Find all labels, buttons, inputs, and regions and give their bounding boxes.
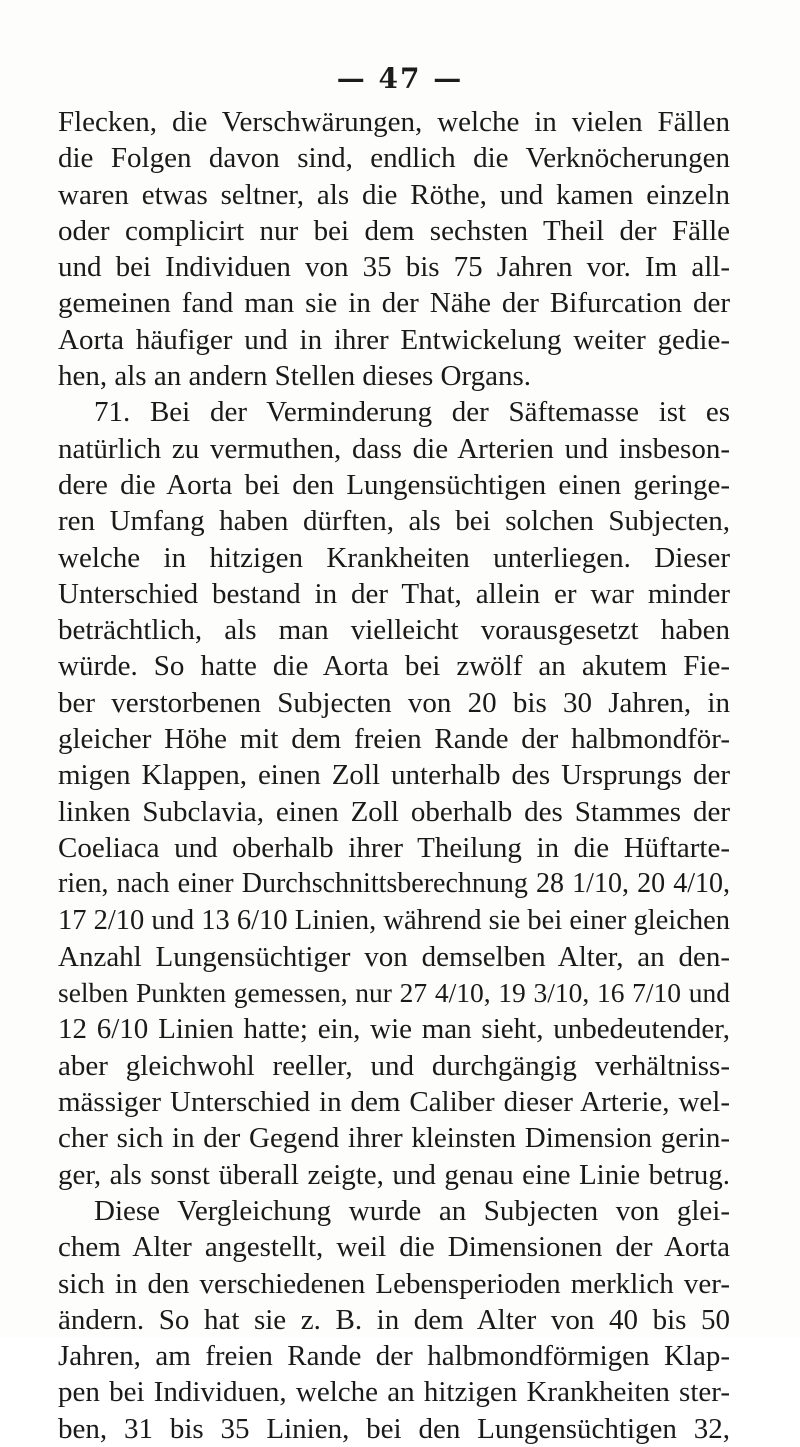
text-line: beträchtlich, als man vielleicht vorausgesetzt haben xyxy=(58,614,730,647)
text-line: oder complicirt nur bei dem sechsten Theil der Fälle xyxy=(58,214,730,247)
text-line: chem Alter angestellt, weil die Dimensionen der Aorta xyxy=(58,1231,730,1264)
text-line: rien, nach einer Durchschnittsberechnung 28 1/10, 20 4/10, xyxy=(58,868,730,900)
text-line: ren Umfang haben dürften, als bei solchen Subjecten, xyxy=(58,505,730,538)
text-line: mässiger Unterschied in dem Caliber dieser Arterie, wel- xyxy=(58,1086,730,1119)
text-line: waren etwas seltner, als die Röthe, und kamen einzeln xyxy=(58,178,730,211)
text-line: ändern. So hat sie z. B. in dem Alter von 40 bis 50 xyxy=(58,1303,730,1336)
text-line: welche in hitzigen Krankheiten unterliegen. Dieser xyxy=(58,541,730,574)
text-line: ber verstorbenen Subjecten von 20 bis 30 Jahren, in xyxy=(58,686,730,719)
text-line: hen, als an andern Stellen dieses Organs. xyxy=(58,360,532,393)
text-line: Jahren, am freien Rande der halbmondförmigen Klap- xyxy=(58,1340,730,1373)
text-line: gemeinen fand man sie in der Nähe der Bifurcation der xyxy=(58,287,730,320)
text-line: selben Punkten gemessen, nur 27 4/10, 19 3/10, 16 7/10 und xyxy=(58,977,730,1009)
text-line: linken Subclavia, einen Zoll oberhalb des Stammes der xyxy=(58,795,730,828)
text-line: dere die Aorta bei den Lungensüchtigen einen geringe- xyxy=(58,468,730,501)
text-line: aber gleichwohl reeller, und durchgängig verhältniss- xyxy=(58,1049,730,1082)
text-line: würde. So hatte die Aorta bei zwölf an akutem Fie- xyxy=(58,650,730,683)
text-line: Coeliaca und oberhalb ihrer Theilung in die Hüftarte- xyxy=(58,831,730,864)
text-line: pen bei Individuen, welche an hitzigen Krankheiten ster- xyxy=(58,1376,730,1409)
text-line: ben, 31 bis 35 Linien, bei den Lungensüchtigen 32, xyxy=(58,1412,730,1445)
body-text xyxy=(58,104,730,1447)
text-line: 12 6/10 Linien hatte; ein, wie man sieht, unbedeutender, xyxy=(58,1013,730,1046)
text-line: sich in den verschiedenen Lebensperioden merklich ver- xyxy=(58,1267,730,1300)
page-number: — 47 — xyxy=(336,62,464,95)
text-line: und bei Individuen von 35 bis 75 Jahren vor. Im all- xyxy=(58,251,730,284)
text-line: Aorta häufiger und in ihrer Entwickelung weiter gedie- xyxy=(58,323,730,356)
text-line: gleicher Höhe mit dem freien Rande der halbmondför- xyxy=(58,723,730,756)
text-line: cher sich in der Gegend ihrer kleinsten Dimension gerin- xyxy=(58,1122,730,1155)
text-line: natürlich zu vermuthen, dass die Arterien und insbeson- xyxy=(58,432,730,465)
text-line: Anzahl Lungensüchtiger von demselben Alter, an den- xyxy=(58,940,730,973)
paragraph-start-line: 71. Bei der Verminderung der Säftemasse ist es xyxy=(94,396,730,429)
text-line: die Folgen davon sind, endlich die Verknöcherungen xyxy=(58,142,730,175)
text-line: ger, als sonst überall zeigte, und genau eine Linie betrug. xyxy=(58,1158,730,1191)
paragraph-start-line: Diese Vergleichung wurde an Subjecten von glei- xyxy=(94,1194,730,1227)
text-line: Unterschied bestand in der That, allein er war minder xyxy=(58,577,730,610)
text-line: 17 2/10 und 13 6/10 Linien, während sie bei einer gleichen xyxy=(58,904,730,936)
text-line: migen Klappen, einen Zoll unterhalb des Ursprungs der xyxy=(58,759,730,792)
text-line: Flecken, die Verschwärungen, welche in vielen Fällen xyxy=(58,106,730,138)
